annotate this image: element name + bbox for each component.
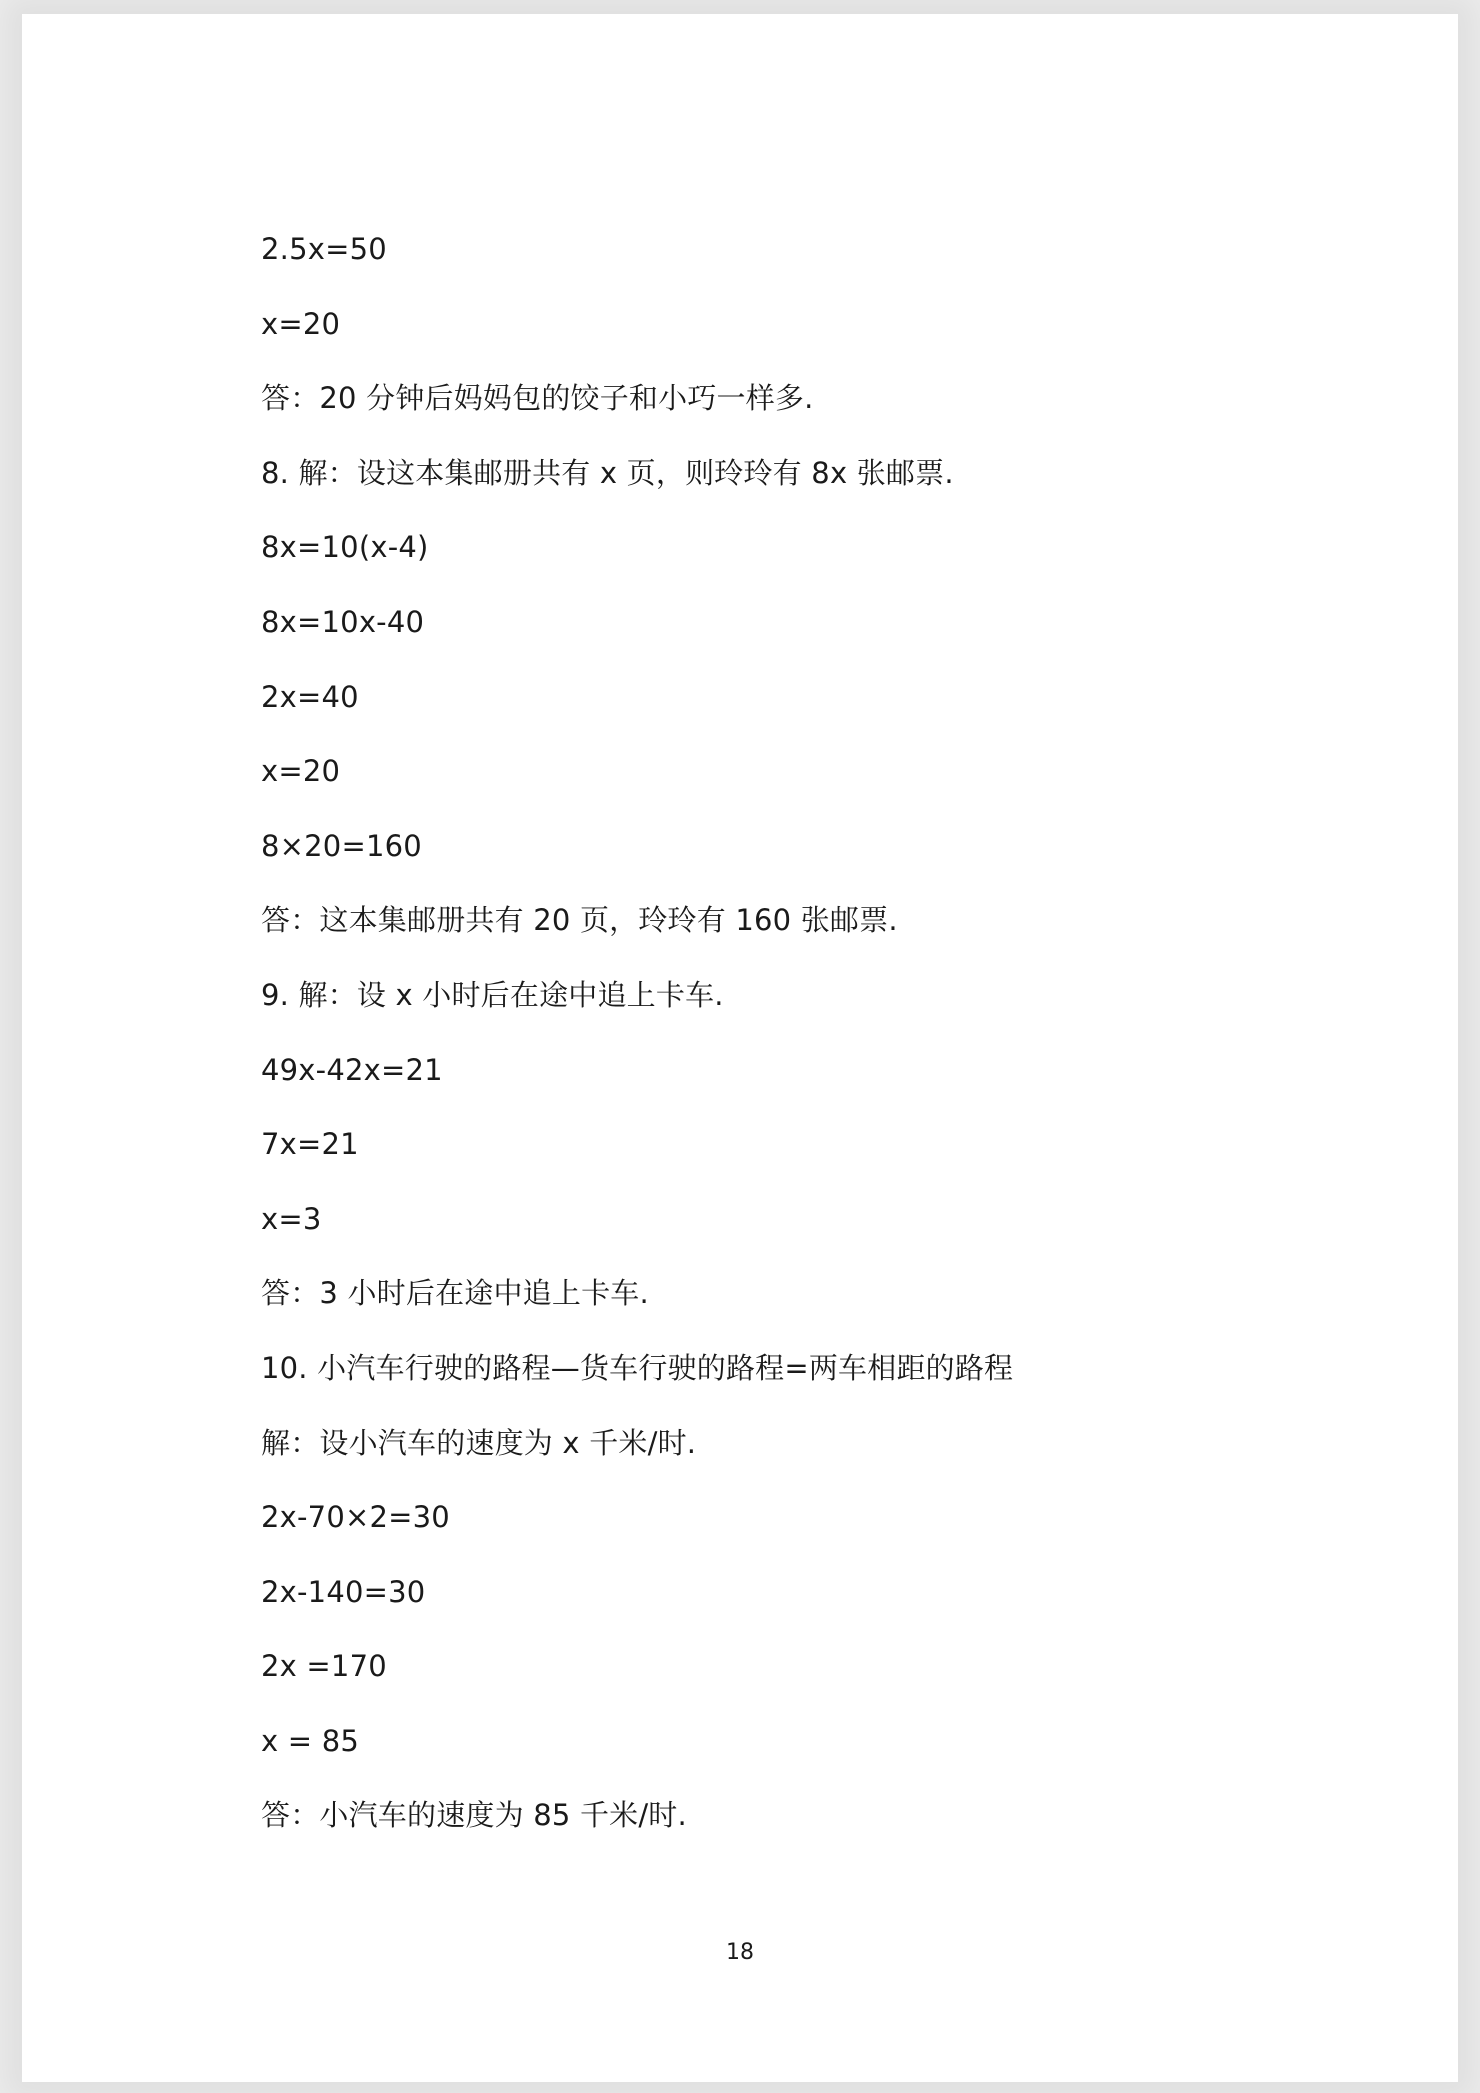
solution-text <box>261 224 1013 1865</box>
problem-heading: 10. 小汽车行驶的路程—货车行驶的路程=两车相距的路程 <box>261 1350 1014 1385</box>
text-line: 2x =170 <box>261 1649 387 1684</box>
text-line: x=20 <box>261 754 341 789</box>
text-line: 49x-42x=21 <box>261 1052 443 1087</box>
text-line: x=20 <box>261 306 341 341</box>
text-line: 2x-140=30 <box>261 1574 426 1609</box>
text-line: 2x=40 <box>261 679 359 714</box>
text-line: 8x=10x-40 <box>261 604 425 639</box>
text-line: 7x=21 <box>261 1127 359 1162</box>
problem-heading: 8. 解：设这本集邮册共有 x 页，则玲玲有 8x 张邮票. <box>261 455 954 490</box>
page-number: 18 <box>726 1940 754 1965</box>
answer-line: 答：这本集邮册共有 20 页，玲玲有 160 张邮票. <box>261 903 898 938</box>
answer-line: 答：20 分钟后妈妈包的饺子和小巧一样多. <box>261 381 814 416</box>
text-line: 2.5x=50 <box>261 232 387 266</box>
text-line: x = 85 <box>261 1723 359 1758</box>
answer-line: 答：小汽车的速度为 85 千米/时. <box>261 1798 687 1833</box>
text-line: 2x-70×2=30 <box>261 1500 450 1535</box>
answer-line: 答：3 小时后在途中追上卡车. <box>261 1276 649 1311</box>
problem-heading: 9. 解：设 x 小时后在途中追上卡车. <box>261 977 724 1012</box>
text-line: 8x=10(x-4) <box>261 530 429 565</box>
text-line: 8×20=160 <box>261 828 422 863</box>
text-line: 解：设小汽车的速度为 x 千米/时. <box>261 1425 697 1460</box>
text-line: x=3 <box>261 1201 322 1236</box>
